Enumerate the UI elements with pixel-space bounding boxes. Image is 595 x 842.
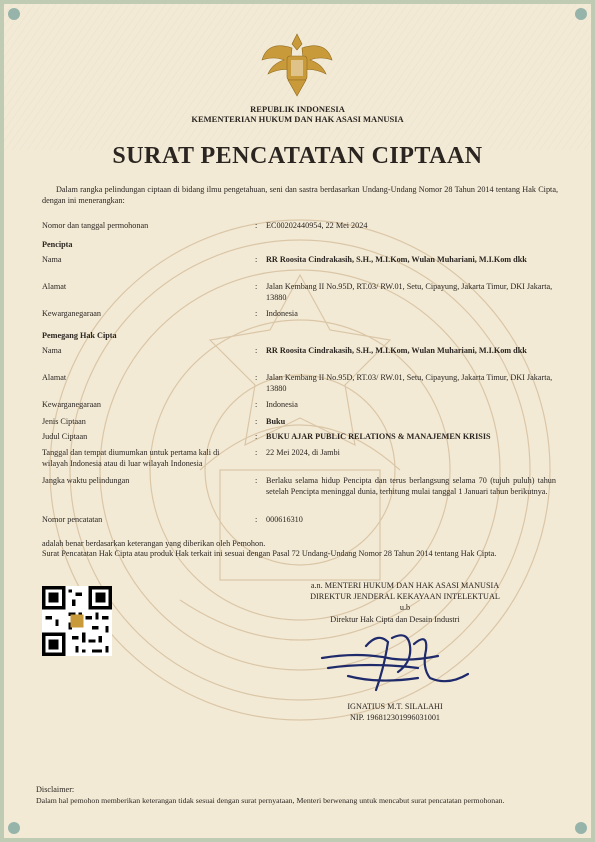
holder-name-label: Nama <box>42 346 62 355</box>
creator-name-label: Nama <box>42 255 62 264</box>
qr-code-icon <box>42 586 112 656</box>
intro-paragraph: Dalam rangka pelindungan ciptaan di bidang ilmu pengetahuan, seni dan sastra berdasarkan Undang-Undang Nomor 28 Tahun 2014 tentang Hak Cipta, dengan ini menerangkan: <box>42 185 558 205</box>
signature-line-4: Direktur Hak Cipta dan Desain Industri <box>330 615 460 624</box>
signature-line-3: u.b <box>399 603 411 612</box>
creator-citizenship: Indonesia <box>266 309 298 318</box>
application-label: Nomor dan tanggal permohonan <box>42 221 149 230</box>
country-heading: REPUBLIK INDONESIA <box>250 104 345 114</box>
creator-address-label: Alamat <box>42 282 67 291</box>
work-title: BUKU AJAR PUBLIC RELATIONS & MANAJEMEN KRISIS <box>266 432 491 441</box>
holder-heading: Pemegang Hak Cipta <box>42 331 117 340</box>
handwritten-signature <box>318 628 472 694</box>
record-number: 000616310 <box>266 515 303 524</box>
announce-label: Tanggal dan tempat diumumkan untuk pertama kali di wilayah Indonesia atau di luar wilayah Indonesia <box>42 448 220 468</box>
document-title: SURAT PENCATATAN CIPTAAN <box>112 143 483 169</box>
creator-citizenship-label: Kewarganegaraan <box>42 309 101 318</box>
holder-address-label: Alamat <box>42 373 67 382</box>
work-title-label: Judul Ciptaan <box>42 432 88 441</box>
signature-line-1: a.n. MENTERI HUKUM DAN HAK ASASI MANUSIA <box>310 581 500 590</box>
work-type-label: Jenis Ciptaan <box>42 417 86 426</box>
colon: : <box>255 221 258 230</box>
creator-heading: Pencipta <box>42 240 73 249</box>
legal-basis: Surat Pencatatan Hak Cipta atau produk Hak terkait ini sesuai dengan Pasal 72 Undang-Undang Nomor 28 Tahun 2014 tentang Hak Cipta. <box>42 549 497 558</box>
holder-citizenship-label: Kewarganegaraan <box>42 400 101 409</box>
creator-name: RR Roosita Cindrakasih, S.H., M.I.Kom, Wulan Muhariani, M.I.Kom dkk <box>266 255 527 264</box>
signatory-name: IGNATIUS M.T. SILALAHI <box>347 702 443 711</box>
record-label: Nomor pencatatan <box>42 515 103 524</box>
announce-value: 22 Mei 2024, di Jambi <box>266 448 340 457</box>
closing-statement: adalah benar berdasarkan keterangan yang diberikan oleh Pemohon. <box>42 539 266 548</box>
signature-line-2: DIREKTUR JENDERAL KEKAYAAN INTELEKTUAL <box>310 592 500 601</box>
disclaimer-text: Dalam hal pemohon memberikan keterangan tidak sesuai dengan surat pernyataan, Menteri berwenang untuk mencabut surat pencatatan permohonan. <box>36 796 505 805</box>
holder-citizenship: Indonesia <box>266 400 298 409</box>
disclaimer-heading: Disclaimer: <box>36 785 75 794</box>
holder-name: RR Roosita Cindrakasih, S.H., M.I.Kom, Wulan Muhariani, M.I.Kom dkk <box>266 346 527 355</box>
signatory-nip: NIP. 196812301996031001 <box>349 713 441 722</box>
ministry-heading: KEMENTERIAN HUKUM DAN HAK ASASI MANUSIA <box>191 114 404 124</box>
term-label: Jangka waktu pelindungan <box>42 476 130 485</box>
creator-address: Jalan Kembang II No.95D, RT.03/ RW.01, Setu, Cipayung, Jakarta Timur, DKI Jakarta, 13880 <box>266 282 553 302</box>
holder-address: Jalan Kembang II No.95D, RT.03/ RW.01, Setu, Cipayung, Jakarta Timur, DKI Jakarta, 13880 <box>266 373 553 393</box>
work-type: Buku <box>266 417 286 426</box>
garuda-emblem-icon <box>258 30 336 102</box>
application-value: EC00202440954, 22 Mei 2024 <box>266 221 368 230</box>
term-value: Berlaku selama hidup Pencipta dan terus berlangsung selama 70 (tujuh puluh) tahun setelah Pencipta meninggal dunia, terhitung mulai tanggal 1 Januari tahun berikutnya. <box>266 476 556 496</box>
